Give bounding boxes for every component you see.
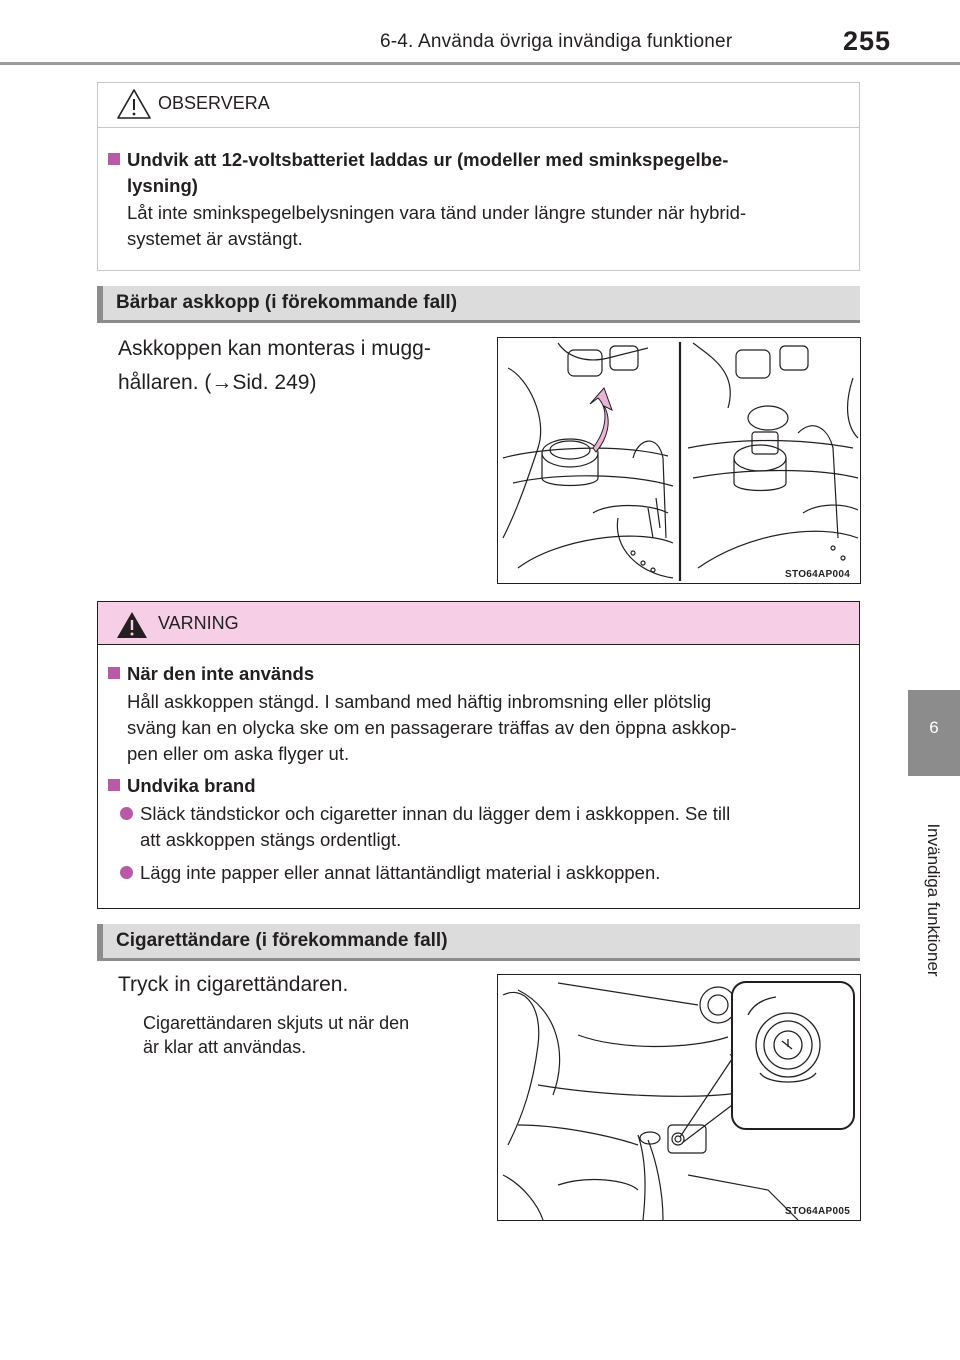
lighter-note: Cigarettändaren skjuts ut när den är klar att användas. [143, 1013, 410, 1057]
notice-item-title: Undvik att 12-voltsbatteriet laddas ur (modeller med sminkspegelbe- lysning) [108, 147, 853, 199]
warning-title: VARNING [158, 613, 239, 633]
warning-item1-body: Håll askkoppen stängd. I samband med häftig inbromsning eller plötslig sväng kan en olycka ske om en passagerare träffas av den öppna askkop- pen eller om aska flyger ut. [127, 691, 737, 764]
notice-header [98, 83, 859, 128]
warning-bullet-1: Släck tändstickor och cigaretter innan du lägger dem i askkoppen. Se till att askkoppen stängs ordentligt. [120, 801, 853, 853]
notice-title: OBSERVERA [158, 93, 270, 113]
chapter-tab: 6 [908, 690, 960, 776]
warning-bullet-2: Lägg inte papper eller annat lättantändligt material i askkoppen. [120, 860, 853, 886]
header-rule [0, 62, 960, 65]
ashtray-illustration [497, 337, 861, 584]
lighter-illustration [497, 974, 861, 1221]
lighter-text: Tryck in cigarettändaren. [118, 973, 349, 996]
section-heading-lighter: Cigarettändare (i förekommande fall) [97, 924, 860, 961]
running-header: 6-4. Använda övriga invändiga funktioner [380, 31, 733, 52]
ashtray-line-drawing [498, 338, 861, 584]
notice-item-body: Låt inte sminkspegelbelysningen vara tänd under längre stunder när hybrid- systemet är avstängt. [127, 202, 747, 249]
caution-outline-icon [116, 88, 152, 120]
page-number: 255 [843, 26, 892, 56]
square-bullet-icon [108, 779, 120, 791]
warning-item2-title: Undvika brand [108, 773, 256, 799]
round-bullet-icon [120, 866, 133, 879]
lighter-line-drawing [498, 975, 861, 1221]
lighter-image-code: STO64AP005 [785, 1206, 851, 1217]
notice-box [97, 82, 860, 271]
warning-header [98, 602, 859, 645]
square-bullet-icon [108, 667, 120, 679]
square-bullet-icon [108, 153, 120, 165]
section-heading-ashtray: Bärbar askkopp (i förekommande fall) [97, 286, 860, 323]
warning-icon [116, 611, 148, 639]
warning-item1-title: När den inte används [108, 661, 314, 687]
ashtray-image-code: STO64AP004 [785, 569, 851, 580]
warning-box [97, 601, 860, 909]
round-bullet-icon [120, 807, 133, 820]
chapter-tab-label: Invändiga funktioner [924, 823, 943, 977]
ashtray-text: Askkoppen kan monteras i mugg- hållaren. (→Sid. 249) [118, 337, 431, 394]
